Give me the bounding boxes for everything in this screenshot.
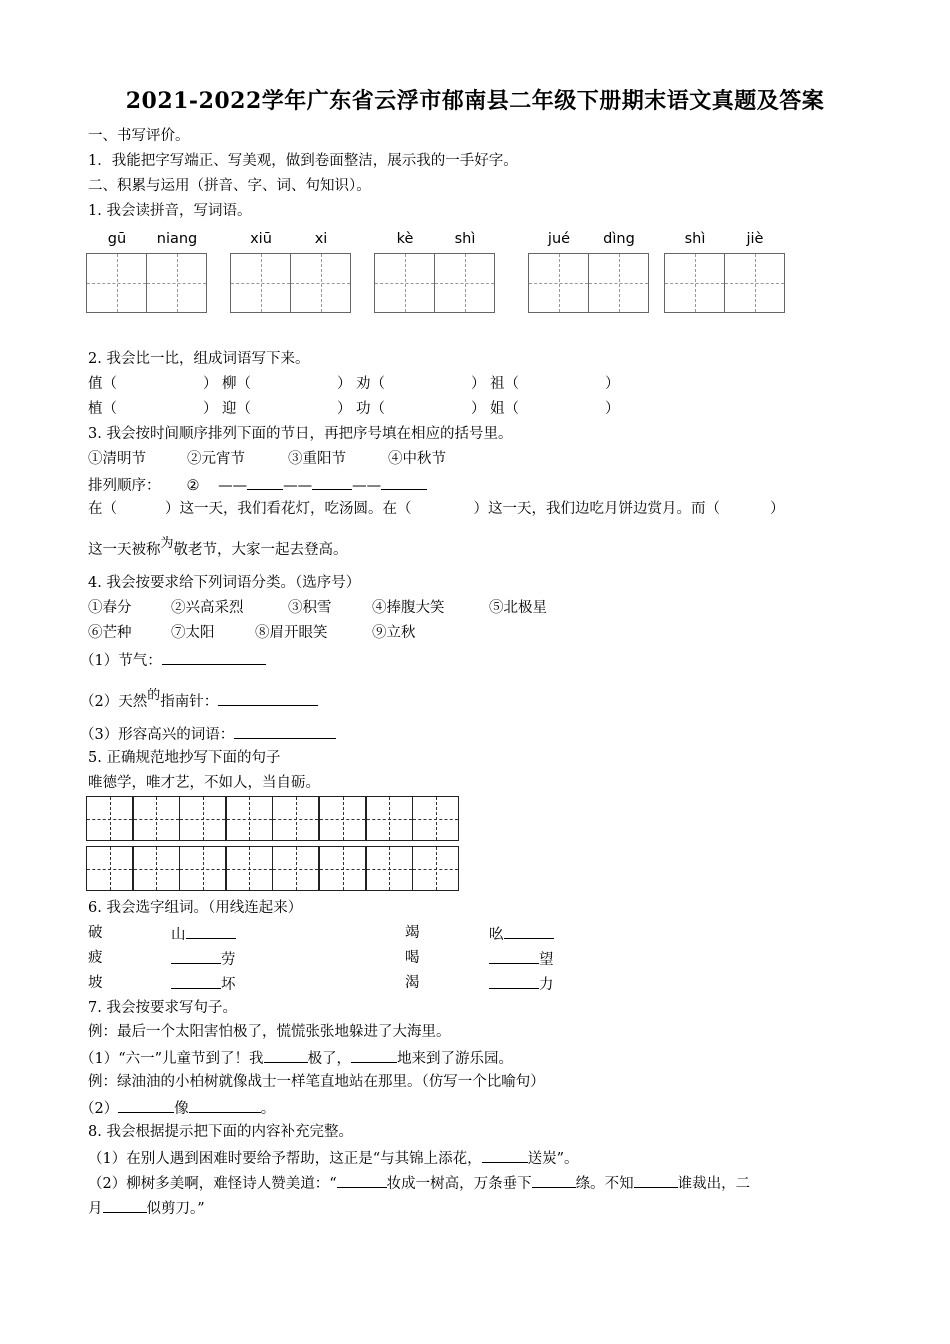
writing-grid-cell[interactable] bbox=[230, 253, 291, 313]
sentence-8-1: （1）在别人遇到困难时要给予帮助，这正是“与其锦上添花， 送炭”。 bbox=[88, 1148, 579, 1168]
char-option: 竭 bbox=[405, 925, 420, 941]
compare-item: 祖（ ） bbox=[490, 376, 620, 392]
word-option: ⑧眉开眼笑 bbox=[255, 625, 328, 641]
pinyin: xiū bbox=[250, 231, 272, 247]
word-slot: 坏 bbox=[171, 974, 236, 994]
copy-grid-cell[interactable] bbox=[133, 846, 180, 891]
copy-grid-cell[interactable] bbox=[179, 796, 226, 841]
compare-item: 功（ ） bbox=[356, 401, 486, 417]
word-option: ②兴高采烈 bbox=[171, 600, 244, 616]
writing-grid-cell[interactable] bbox=[374, 253, 435, 313]
word-option: ⑨立秋 bbox=[372, 625, 416, 641]
copy-grid-cell[interactable] bbox=[272, 846, 319, 891]
order-row: 排列顺序： ② —— —— —— bbox=[88, 475, 427, 495]
char-option: 破 bbox=[88, 925, 103, 941]
compare-item: 植（ ） bbox=[88, 401, 218, 417]
compare-item: 迎（ ） bbox=[222, 401, 352, 417]
festival-fill-line: 在（ ）这一天，我们看花灯，吃汤圆。在（ ）这一天，我们边吃月饼边赏月。而（ ） bbox=[88, 501, 785, 517]
classify-solar-terms: （1）节气： bbox=[80, 650, 266, 670]
pinyin: niang bbox=[156, 231, 198, 247]
festival-option: ①清明节 bbox=[88, 451, 146, 467]
section-2-heading: 二、积累与运用（拼音、字、词、句知识）。 bbox=[88, 178, 371, 194]
word-option: ⑥芒种 bbox=[88, 625, 132, 641]
copy-grid-cell[interactable] bbox=[366, 796, 413, 841]
word-slot: 劳 bbox=[171, 949, 236, 969]
copy-grid-cell[interactable] bbox=[226, 796, 273, 841]
example-1: 例：最后一个太阳害怕极了，慌慌张张地躲进了大海里。 bbox=[88, 1024, 451, 1040]
festival-fill-line-2: 这一天被称为敬老节，大家一起去登高。 bbox=[88, 536, 348, 558]
writing-grid-cell[interactable] bbox=[664, 253, 725, 313]
copy-grid-cell[interactable] bbox=[319, 796, 366, 841]
pinyin: gū bbox=[107, 231, 127, 247]
question-2: 2. 我会比一比，组成词语写下来。 bbox=[88, 351, 310, 367]
word-slot: 力 bbox=[489, 974, 554, 994]
copy-grid-cell[interactable] bbox=[226, 846, 273, 891]
sentence-7-2: （2） 像 。 bbox=[80, 1098, 275, 1118]
copy-grid-cell[interactable] bbox=[319, 846, 366, 891]
copy-grid-cell[interactable] bbox=[179, 846, 226, 891]
word-slot: 吆 bbox=[489, 924, 554, 944]
question-5: 5. 正确规范地抄写下面的句子 bbox=[88, 750, 281, 766]
section-1-heading: 一、书写评价。 bbox=[88, 128, 190, 144]
word-option: ⑦太阳 bbox=[171, 625, 215, 641]
question-7: 7. 我会按要求写句子。 bbox=[88, 1000, 237, 1016]
copy-grid-cell[interactable] bbox=[366, 846, 413, 891]
copy-sentence: 唯德学，唯才艺，不如人，当自砺。 bbox=[88, 775, 320, 791]
festival-option: ④中秋节 bbox=[388, 451, 446, 467]
sentence-7-1: （1）“六一”儿童节到了！我 极了， 地来到了游乐园。 bbox=[80, 1048, 513, 1068]
copy-grid-cell[interactable] bbox=[272, 796, 319, 841]
writing-grid-cell[interactable] bbox=[146, 253, 207, 313]
word-option: ③积雪 bbox=[288, 600, 332, 616]
copy-grid-cell[interactable] bbox=[412, 846, 459, 891]
word-slot: 山 bbox=[171, 924, 236, 944]
sentence-8-3: 月 似剪刀。” bbox=[88, 1198, 205, 1218]
pinyin: jiè bbox=[746, 231, 764, 247]
classify-compass: （2）天然的指南针： bbox=[80, 691, 318, 712]
page-title: 2021-2022学年广东省云浮市郁南县二年级下册期末语文真题及答案 bbox=[125, 88, 825, 114]
pinyin: jué bbox=[547, 231, 571, 247]
compare-item: 姐（ ） bbox=[490, 401, 620, 417]
word-slot: 望 bbox=[489, 949, 554, 969]
compare-item: 劝（ ） bbox=[356, 376, 486, 392]
copy-grid-cell[interactable] bbox=[133, 796, 180, 841]
section-1-question: 1．我能把字写端正、写美观，做到卷面整洁，展示我的一手好字。 bbox=[88, 153, 518, 169]
copy-grid-cell[interactable] bbox=[86, 846, 133, 891]
sentence-8-2: （2）柳树多美啊，难怪诗人赞美道：“ 妆成一树高，万条垂下 绦。不知 谁裁出，二 bbox=[88, 1173, 750, 1193]
char-option: 喝 bbox=[405, 950, 420, 966]
pinyin: shì bbox=[684, 231, 706, 247]
question-6: 6. 我会选字组词。（用线连起来） bbox=[88, 900, 303, 916]
word-option: ④捧腹大笑 bbox=[372, 600, 445, 616]
pinyin: shì bbox=[454, 231, 476, 247]
festival-option: ②元宵节 bbox=[187, 451, 245, 467]
compare-item: 值（ ） bbox=[88, 376, 218, 392]
writing-grid-cell[interactable] bbox=[86, 253, 147, 313]
copy-grid-cell[interactable] bbox=[412, 796, 459, 841]
word-option: ①春分 bbox=[88, 600, 132, 616]
char-option: 坡 bbox=[88, 975, 103, 991]
example-2: 例：绿油油的小柏树就像战士一样笔直地站在那里。（仿写一个比喻句） bbox=[88, 1074, 545, 1090]
question-1: 1. 我会读拼音，写词语。 bbox=[88, 203, 252, 219]
writing-grid-cell[interactable] bbox=[434, 253, 495, 313]
writing-grid-cell[interactable] bbox=[588, 253, 649, 313]
writing-grid-cell[interactable] bbox=[528, 253, 589, 313]
question-8: 8. 我会根据提示把下面的内容补充完整。 bbox=[88, 1124, 353, 1140]
word-option: ⑤北极星 bbox=[489, 600, 547, 616]
compare-item: 柳（ ） bbox=[222, 376, 352, 392]
writing-grid-cell[interactable] bbox=[724, 253, 785, 313]
classify-happy: （3）形容高兴的词语： bbox=[80, 724, 336, 744]
question-4: 4. 我会按要求给下列词语分类。（选序号） bbox=[88, 575, 361, 591]
pinyin: xi bbox=[314, 231, 328, 247]
pinyin: kè bbox=[396, 231, 414, 247]
copy-grid-cell[interactable] bbox=[86, 796, 133, 841]
writing-grid-cell[interactable] bbox=[290, 253, 351, 313]
char-option: 疲 bbox=[88, 950, 103, 966]
question-3: 3. 我会按时间顺序排列下面的节日，再把序号填在相应的括号里。 bbox=[88, 426, 513, 442]
char-option: 渴 bbox=[405, 975, 420, 991]
pinyin: dìng bbox=[603, 231, 635, 247]
festival-option: ③重阳节 bbox=[288, 451, 346, 467]
